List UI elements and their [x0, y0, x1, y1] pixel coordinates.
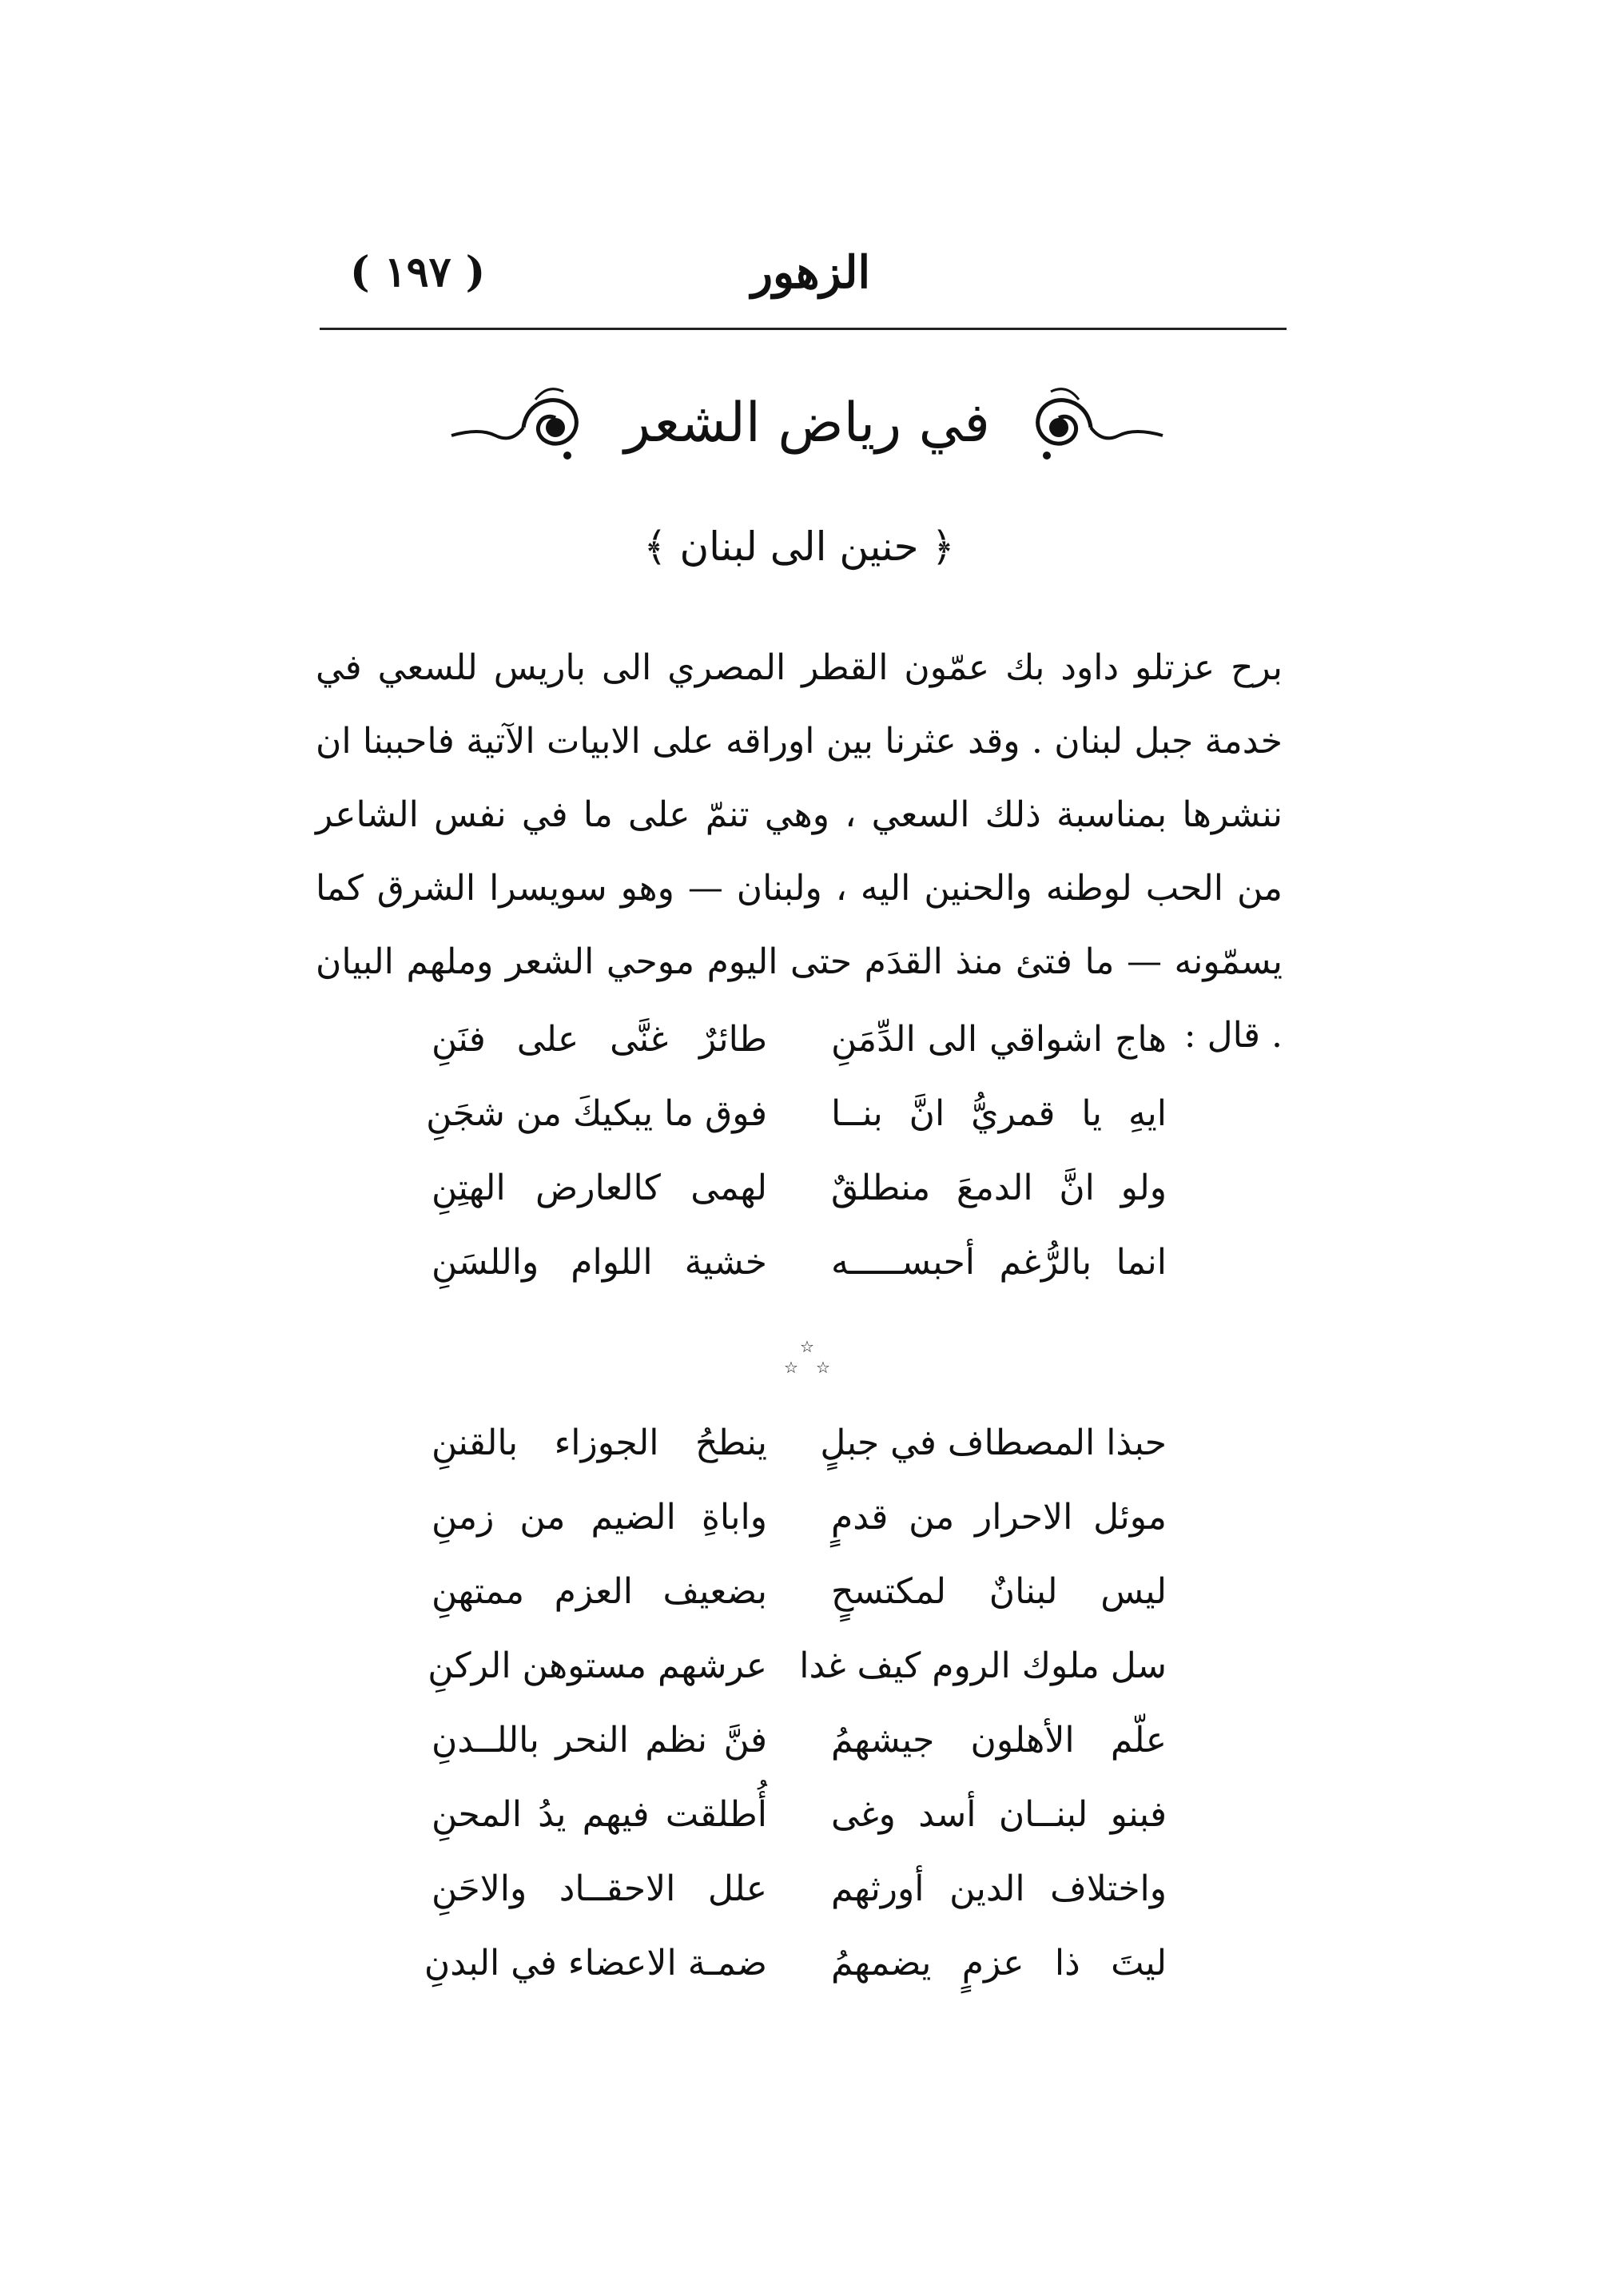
verse-first-hemistich: علّم الأهلون جيشهمُ: [831, 1720, 1167, 1761]
verse-second-hemistich: عرشهم مستوهن الركنِ: [428, 1645, 767, 1686]
verse-line: [432, 1019, 1167, 1093]
verse-first-hemistich: ليتَ ذا عزمٍ يضمهمُ: [831, 1943, 1167, 1984]
poem-title: ﴿ حنين الى لبنان ﴾: [643, 523, 955, 570]
verse-first-hemistich: موئل الاحرار من قدمٍ: [831, 1497, 1167, 1538]
stars-divider-icon: [771, 1335, 843, 1383]
verse-first-hemistich: هاج اشواقي الى الدِّمَنِ: [831, 1019, 1167, 1060]
verse-second-hemistich: لهمى كالعارض الهتِنِ: [432, 1168, 767, 1208]
verse-line: [426, 1093, 1167, 1168]
verse-first-hemistich: حبذا المصطاف في جبلٍ: [820, 1423, 1167, 1463]
verse-line: [432, 1720, 1167, 1794]
verse-second-hemistich: علل الاحقــاد والاحَنِ: [432, 1868, 767, 1909]
verse-second-hemistich: بضعيف العزم ممتهنِ: [432, 1571, 767, 1612]
intro-paragraph: برح عزتلو داود بك عمّون القطر المصري الى باريس للسعي في خدمة جبل لبنان . وقد عثرنا بين اوراقه على الابيات الآتية فاحببنا ان ننشرها بمناسبة ذلك السعي ، وهي تنمّ على ما في نفس الشاعر من الحب لوطنه والحنين اليه ، ولبنان — وهو سويسرا الشرق كما يسمّونه — ما فتئ منذ القدَم حتى اليوم موحي الشعر وملهم البيان . قال :: [316, 647, 1283, 1056]
verse-second-hemistich: خشية اللوام واللسَنِ: [432, 1242, 767, 1283]
verse-line: [432, 1242, 1167, 1316]
verse-line: [432, 1497, 1167, 1571]
section-heading: [447, 364, 1167, 491]
svg-text:☆: ☆: [816, 1358, 830, 1377]
section-title: في رياض الشعر: [624, 392, 990, 455]
verse-line: [432, 1868, 1167, 1943]
verse-first-hemistich: فبنو لبنــان أسد وغى: [831, 1794, 1167, 1835]
verse-first-hemistich: ليس لبنانٌ لمكتسحٍ: [831, 1571, 1167, 1612]
verse-first-hemistich: انما بالرُّغم أحبســـــه: [831, 1242, 1167, 1283]
stanza-1: [426, 1019, 1167, 1316]
verse-line: [432, 1423, 1167, 1497]
journal-name: الزهور: [751, 246, 871, 299]
verse-line: [428, 1645, 1167, 1720]
running-head: [328, 240, 1287, 320]
svg-text:☆: ☆: [800, 1337, 814, 1356]
verse-second-hemistich: أُطلقت فيهم يدُ المحنِ: [432, 1794, 767, 1835]
verse-first-hemistich: سل ملوك الروم كيف غدا: [799, 1645, 1167, 1686]
header-rule: [320, 328, 1287, 330]
verse-second-hemistich: ينطحُ الجوزاء بالقننِ: [432, 1423, 767, 1463]
verse-line: [432, 1571, 1167, 1645]
verse-second-hemistich: طائرٌ غنَّى على فنَنِ: [432, 1019, 767, 1060]
right-flourish-ornament-icon: [1023, 380, 1167, 468]
stanza-2: [424, 1423, 1167, 2017]
verse-first-hemistich: واختلاف الدين أورثهم: [831, 1868, 1167, 1909]
page-number: ( ١٩٧ ): [350, 248, 486, 296]
verse-second-hemistich: فنَّ نظم النحر باللــدنِ: [432, 1720, 767, 1761]
svg-text:☆: ☆: [784, 1358, 798, 1377]
verse-line: [432, 1168, 1167, 1242]
verse-first-hemistich: ايهِ يا قمريُّ انَّ بنــا: [831, 1093, 1167, 1134]
verse-second-hemistich: واباةِ الضيم من زمنِ: [432, 1497, 767, 1538]
verse-line: [432, 1794, 1167, 1868]
verse-line: [424, 1943, 1167, 2017]
verse-second-hemistich: ضمـة الاعضاء في البدنِ: [424, 1943, 767, 1984]
verse-second-hemistich: فوق ما يبكيكَ من شجَنِ: [426, 1093, 767, 1134]
verse-first-hemistich: ولو انَّ الدمعَ منطلقٌ: [831, 1168, 1167, 1208]
